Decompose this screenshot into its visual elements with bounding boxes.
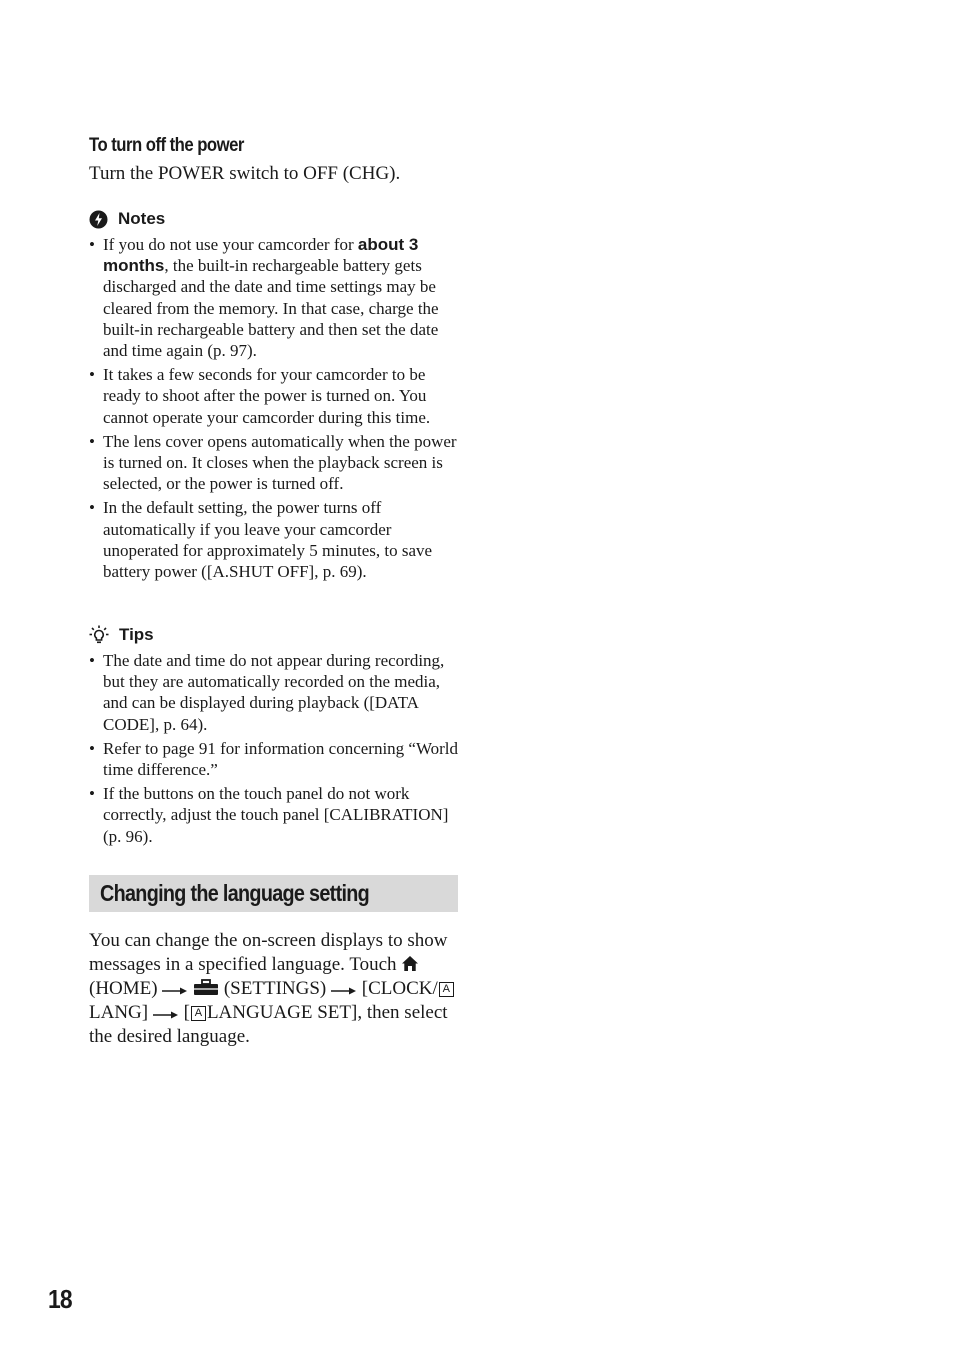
power-off-section (89, 135, 459, 186)
settings-toolbox-icon (193, 979, 219, 996)
arrow-right-icon (153, 1010, 179, 1020)
power-off-heading: To turn off the power (89, 135, 244, 156)
notes-icon (89, 210, 108, 229)
arrow-right-icon (331, 986, 357, 996)
list-item: • If the buttons on the touch panel do not work correctly, adjust the touch panel [CALIBRATION] (p. 96). (89, 783, 459, 847)
list-item: • It takes a few seconds for your camcorder to be ready to shoot after the power is turned on. You cannot operate your camcorder during this time. (89, 364, 459, 428)
tips-section (89, 625, 459, 850)
list-item: • The date and time do not appear during recording, but they are automatically recorded on the media, and can be displayed during playback ([DATA CODE], p. 64). (89, 650, 459, 735)
tips-list (89, 650, 459, 847)
list-item: • If you do not use your camcorder for about 3 months, the built-in rechargeable battery gets discharged and the date and time settings may be cleared from the memory. In that case, charge the built-in rechargeable battery and then set the date and time again (p. 97). (89, 234, 459, 361)
notes-label: Notes (89, 209, 459, 229)
list-item: • Refer to page 91 for information concerning “World time difference.” (89, 738, 459, 780)
language-instructions: You can change the on-screen displays to show messages in a specified language. Touch (HOME) (SETTINGS) [CLOCK/ ALANG] [ A LANGUAGE SET], then select the desired language. (89, 929, 461, 1049)
list-item: • In the default setting, the power turns off automatically if you leave your camcorder unoperated for approximately 5 minutes, to save battery power ([A.SHUT OFF], p. 69). (89, 497, 459, 582)
language-section-heading: Changing the language setting (100, 880, 370, 906)
notes-section (89, 209, 459, 585)
arrow-right-icon (162, 986, 188, 996)
tips-lightbulb-icon (89, 625, 109, 645)
page-number: 18 (48, 1284, 72, 1314)
list-item: • The lens cover opens automatically when the power is turned on. It closes when the playback screen is selected, or the power is turned off. (89, 431, 459, 495)
language-section-bar (89, 875, 458, 912)
tips-label: Tips (89, 625, 459, 645)
power-off-text: Turn the POWER switch to OFF (CHG). (89, 163, 401, 184)
home-icon (401, 955, 419, 972)
language-a-icon: A (439, 982, 454, 997)
notes-list (89, 234, 459, 582)
language-a-icon: A (191, 1006, 206, 1021)
